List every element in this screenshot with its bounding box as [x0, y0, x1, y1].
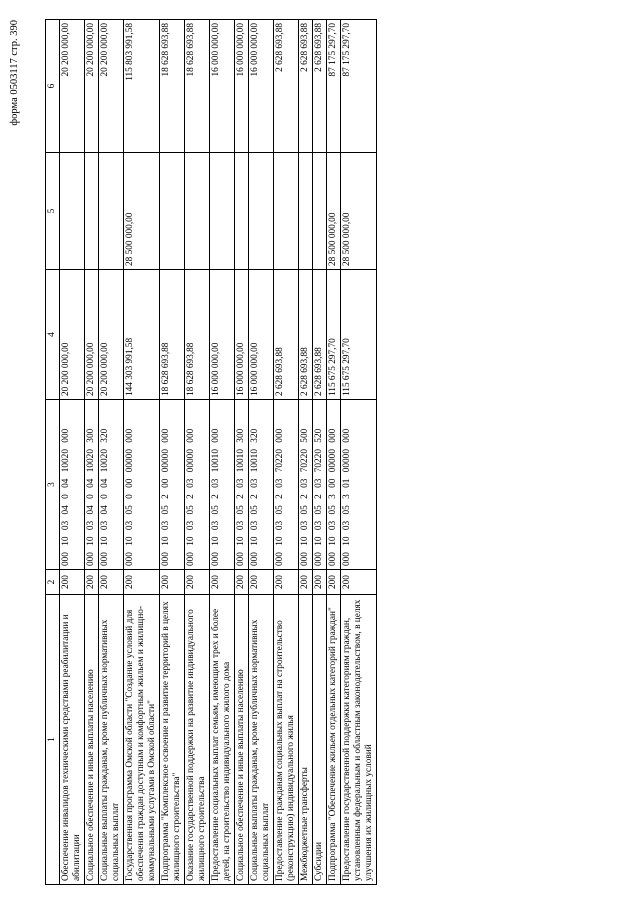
- row-col6: 87 175 297,70: [327, 20, 341, 153]
- table-row: [249, 20, 274, 885]
- header-cell: 2: [46, 570, 60, 595]
- row-classification: 000 10 03 05 0 00 00000 000: [124, 400, 160, 570]
- row-col5: 28 500 000,00: [341, 153, 377, 270]
- table-row: [210, 20, 235, 885]
- row-name: Предоставление гражданам социальных выплат на строительство (реконструкцию) индивидуального жилья: [274, 595, 299, 885]
- row-name: Предоставление государственной поддержки категориям граждан, установленным федеральным и областным законодательством, в целях улучшения их жилищных условий: [341, 595, 377, 885]
- table-row: [60, 20, 85, 885]
- row-code: 200: [299, 570, 313, 595]
- row-col5: [85, 153, 99, 270]
- row-code: 200: [185, 570, 210, 595]
- row-col4: 16 000 000,00: [210, 270, 235, 400]
- row-col6: 20 200 000,00: [60, 20, 85, 153]
- row-name: Социальные выплаты гражданам, кроме публичных нормативных социальных выплат: [249, 595, 274, 885]
- table-row: [327, 20, 341, 885]
- row-name: Социальные выплаты гражданам, кроме публичных нормативных социальных выплат: [99, 595, 124, 885]
- row-code: 200: [341, 570, 377, 595]
- row-col4: 20 200 000,00: [85, 270, 99, 400]
- header-row: [46, 20, 60, 885]
- row-classification: 000 10 03 05 2 03 00000 000: [185, 400, 210, 570]
- row-col4: 16 000 000,00: [235, 270, 249, 400]
- header-cell: 4: [46, 270, 60, 400]
- row-classification: 000 10 03 05 2 03 70220 000: [274, 400, 299, 570]
- table-row: [85, 20, 99, 885]
- row-classification: 000 10 03 05 2 03 70220 500: [299, 400, 313, 570]
- table-row: [313, 20, 327, 885]
- row-col4: 16 000 000,00: [249, 270, 274, 400]
- row-name: Социальное обеспечение и иные выплаты населению: [235, 595, 249, 885]
- row-code: 200: [249, 570, 274, 595]
- header-cell: 1: [46, 595, 60, 885]
- row-col5: [299, 153, 313, 270]
- row-classification: 000 10 03 04 0 04 10020 000: [60, 400, 85, 570]
- header-cell: 5: [46, 153, 60, 270]
- row-col5: [313, 153, 327, 270]
- row-classification: 000 10 03 04 0 04 10020 300: [85, 400, 99, 570]
- row-name: Подпрограмма "Обеспечение жильем отдельных категорий граждан": [327, 595, 341, 885]
- row-code: 200: [160, 570, 185, 595]
- row-col4: 115 675 297,70: [327, 270, 341, 400]
- row-classification: 000 10 03 05 2 00 00000 000: [160, 400, 185, 570]
- row-col6: 16 000 000,00: [249, 20, 274, 153]
- row-col6: 2 628 693,88: [299, 20, 313, 153]
- row-col5: [160, 153, 185, 270]
- row-col6: 18 628 693,88: [185, 20, 210, 153]
- table-row: [124, 20, 160, 885]
- row-classification: 000 10 03 05 2 03 10010 000: [210, 400, 235, 570]
- row-col5: [99, 153, 124, 270]
- row-classification: 000 10 03 05 3 01 00000 000: [341, 400, 377, 570]
- row-col6: 115 803 991,58: [124, 20, 160, 153]
- row-code: 200: [60, 570, 85, 595]
- row-code: 200: [99, 570, 124, 595]
- row-code: 200: [124, 570, 160, 595]
- row-name: Социальное обеспечение и иные выплаты населению: [85, 595, 99, 885]
- row-col4: 18 628 693,88: [185, 270, 210, 400]
- table-row: [185, 20, 210, 885]
- row-col4: 20 200 000,00: [99, 270, 124, 400]
- row-col5: [210, 153, 235, 270]
- table-row: [341, 20, 377, 885]
- row-col4: 18 628 693,88: [160, 270, 185, 400]
- row-name: Государственная программа Омской области "Создание условий для обеспечения граждан доступным и комфортным жильем и жилищно-коммунальными услугами в Омской области": [124, 595, 160, 885]
- row-classification: 000 10 03 05 2 03 70220 520: [313, 400, 327, 570]
- row-col4: 144 303 991,58: [124, 270, 160, 400]
- table-row: [299, 20, 313, 885]
- header-cell: 3: [46, 400, 60, 570]
- row-col5: 28 500 000,00: [327, 153, 341, 270]
- row-col5: [235, 153, 249, 270]
- row-col5: [249, 153, 274, 270]
- row-code: 200: [327, 570, 341, 595]
- row-code: 200: [235, 570, 249, 595]
- row-col5: [274, 153, 299, 270]
- table-row: [160, 20, 185, 885]
- row-col4: 2 628 693,88: [299, 270, 313, 400]
- row-code: 200: [85, 570, 99, 595]
- row-classification: 000 10 03 05 2 03 10010 320: [249, 400, 274, 570]
- row-classification: 000 10 03 05 3 00 00000 000: [327, 400, 341, 570]
- row-classification: 000 10 03 04 0 04 10020 320: [99, 400, 124, 570]
- table-row: [235, 20, 249, 885]
- row-col6: 16 000 000,00: [210, 20, 235, 153]
- budget-table: [45, 19, 377, 885]
- row-name: Предоставление социальных выплат семьям, имеющим трех и более детей, на строительство индивидуального жилого дома: [210, 595, 235, 885]
- row-name: Межбюджетные трансферты: [299, 595, 313, 885]
- row-name: Подпрограмма "Комплексное освоение и развитие территорий в целях жилищного строительства": [160, 595, 185, 885]
- row-col6: 18 628 693,88: [160, 20, 185, 153]
- row-col5: 28 500 000,00: [124, 153, 160, 270]
- row-col5: [60, 153, 85, 270]
- row-code: 200: [210, 570, 235, 595]
- row-col6: 2 628 693,88: [274, 20, 299, 153]
- row-col6: 20 200 000,00: [85, 20, 99, 153]
- row-col6: 16 000 000,00: [235, 20, 249, 153]
- row-col6: 2 628 693,88: [313, 20, 327, 153]
- row-name: Субсидии: [313, 595, 327, 885]
- row-col4: 2 628 693,88: [274, 270, 299, 400]
- row-code: 200: [274, 570, 299, 595]
- form-label: форма 0503117 стр. 390: [9, 20, 20, 126]
- row-classification: 000 10 03 05 2 03 10010 300: [235, 400, 249, 570]
- row-col6: 20 200 000,00: [99, 20, 124, 153]
- row-col4: 20 200 000,00: [60, 270, 85, 400]
- row-code: 200: [313, 570, 327, 595]
- header-cell: 6: [46, 20, 60, 153]
- row-col6: 87 175 297,70: [341, 20, 377, 153]
- row-col4: 115 675 297,70: [341, 270, 377, 400]
- row-col4: 2 628 693,88: [313, 270, 327, 400]
- row-name: Оказание государственной поддержки на развитие индивидуального жилищного строительства: [185, 595, 210, 885]
- row-col5: [185, 153, 210, 270]
- row-name: Обеспечение инвалидов техническими средствами реабилитации и абилитации: [60, 595, 85, 885]
- table-row: [274, 20, 299, 885]
- table-row: [99, 20, 124, 885]
